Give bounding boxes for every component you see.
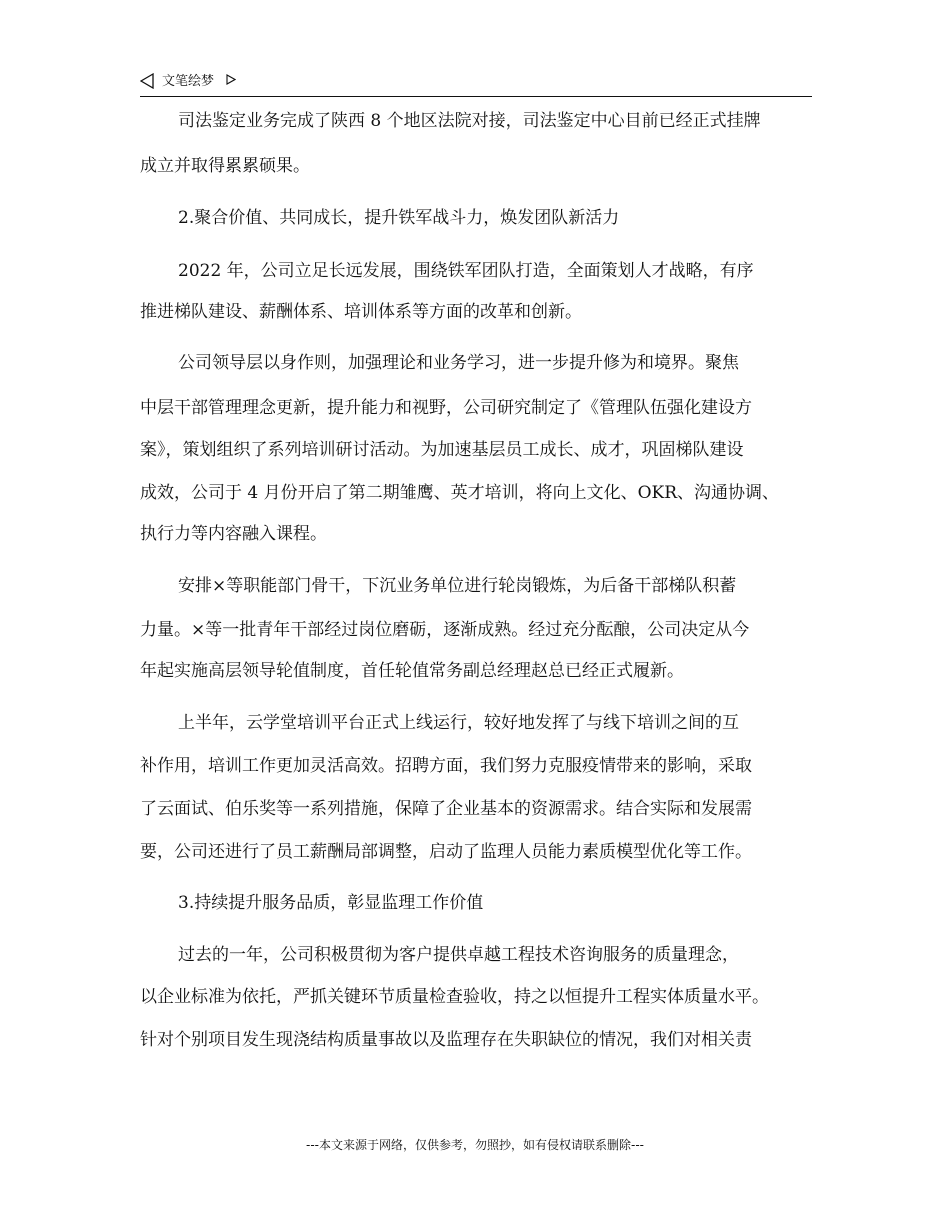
paragraph-line: 力量。×等一批青年干部经过岗位磨砺，逐渐成熟。经过充分酝酿，公司决定从今 — [140, 620, 750, 640]
paragraph-line: 针对个别项目发生现浇结构质量事故以及监理存在失职缺位的情况，我们对相关责 — [140, 1030, 752, 1050]
paragraph-line: 年起实施高层领导轮值制度，首任轮值常务副总经理赵总已经正式履新。 — [140, 661, 684, 681]
paragraph-line: 补作用，培训工作更加灵活高效。招聘方面，我们努力克服疫情带来的影响，采取 — [140, 756, 752, 776]
triangle-right-outline-icon — [226, 74, 236, 85]
paragraph-line: 了云面试、伯乐奖等一系列措施，保障了企业基本的资源需求。结合实际和发展需 — [140, 799, 752, 819]
paragraph-line: 安排×等职能部门骨干，下沉业务单位进行轮岗锻炼，为后备干部梯队积蓄 — [178, 576, 737, 596]
paragraph-line: 中层干部管理理念更新，提升能力和视野，公司研究制定了《管理队伍强化建设方 — [140, 398, 752, 418]
paragraph-line: 司法鉴定业务完成了陕西 8 个地区法院对接，司法鉴定中心目前已经正式挂牌 — [178, 111, 761, 131]
footer-disclaimer: ---本文来源于网络，仅供参考，勿照抄，如有侵权请联系删除--- — [306, 1138, 644, 1152]
section-heading: 3.持续提升服务品质，彰显监理工作价值 — [178, 893, 484, 913]
paragraph-line: 过去的一年，公司积极贯彻为客户提供卓越工程技术咨询服务的质量理念， — [178, 945, 739, 965]
paragraph-line: 推进梯队建设、薪酬体系、培训体系等方面的改革和创新。 — [140, 302, 582, 322]
paragraph-line: 执行力等内容融入课程。 — [140, 524, 327, 544]
paragraph-line: 2022 年，公司立足长远发展，围绕铁军团队打造，全面策划人才战略，有序 — [178, 261, 754, 281]
paragraph-line: 上半年，云学堂培训平台正式上线运行，较好地发挥了与线下培训之间的互 — [178, 713, 739, 733]
paragraph-line: 成效，公司于 4 月份开启了第二期雏鹰、英才培训，将向上文化、OKR、沟通协调、 — [140, 483, 780, 503]
paragraph-line: 公司领导层以身作则，加强理论和业务学习，进一步提升修为和境界。聚焦 — [178, 353, 739, 373]
paragraph-line: 案》，策划组织了系列培训研讨活动。为加速基层员工成长、成才，巩固梯队建设 — [140, 440, 744, 460]
section-heading: 2.聚合价值、共同成长，提升铁军战斗力，焕发团队新活力 — [178, 208, 620, 228]
paragraph-line: 成立并取得累累硕果。 — [140, 156, 310, 176]
header-brand: 文笔绘梦 — [162, 74, 215, 89]
page-header — [140, 70, 812, 97]
paragraph-line: 要，公司还进行了员工薪酬局部调整，启动了监理人员能力素质模型优化等工作。 — [140, 842, 752, 862]
paragraph-line: 以企业标准为依托，严抓关键环节质量检查验收，持之以恒提升工程实体质量水平。 — [140, 987, 769, 1007]
triangle-left-outline-icon — [140, 73, 154, 89]
